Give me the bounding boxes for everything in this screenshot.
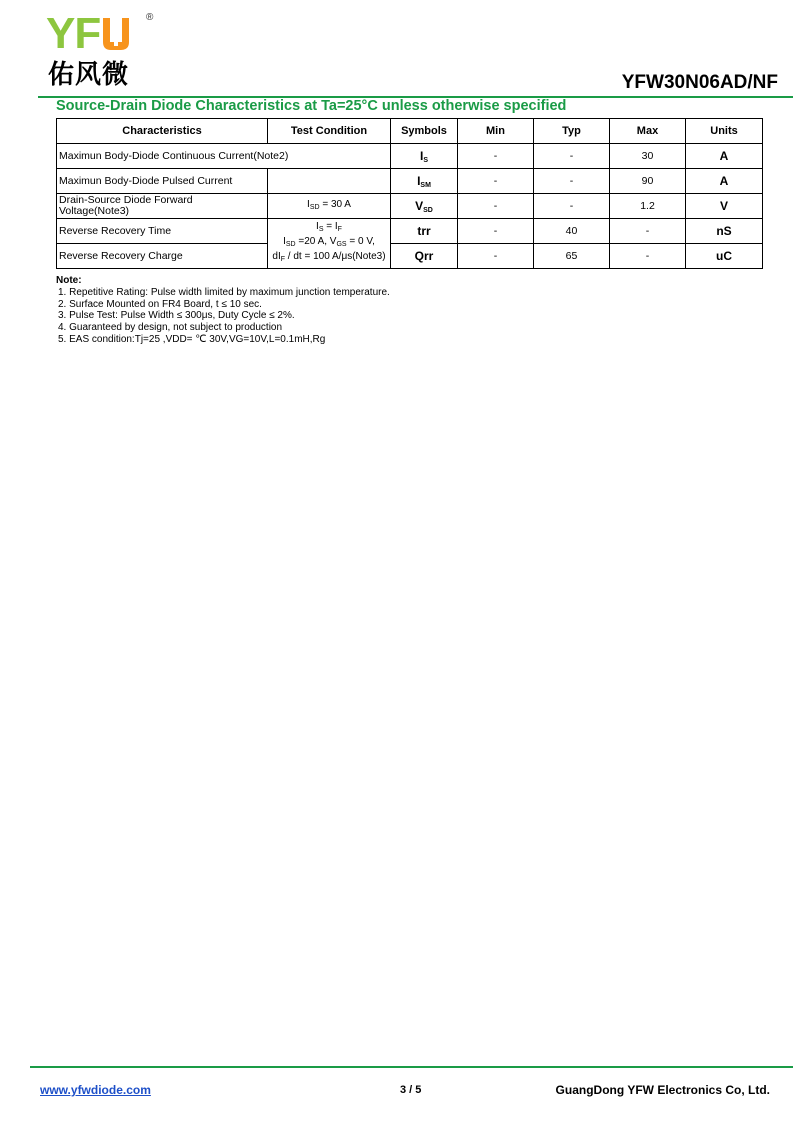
cell-test-condition [268,169,391,194]
cell-min: - [458,144,534,169]
cell-symbol: $V_{SD}$ [391,194,458,219]
cell-unit: nS [686,219,763,244]
cell-min: - [458,244,534,269]
header-typ: Typ [534,119,610,144]
table-row [57,219,763,244]
cell-characteristic: Reverse Recovery Time [57,219,268,244]
cell-typ: 65 [534,244,610,269]
source-drain-diode-table [56,118,763,269]
note-item: 5. EAS condition:Tj=25 ,VDD= ℃ 30V,VG=10V,L=0.1mH,Rg [58,333,326,345]
cell-characteristic: Drain-Source Diode Forward Voltage(Note3) [57,194,268,219]
header-test-condition: Test Condition [268,119,391,144]
header-units: Units [686,119,763,144]
cell-typ: - [534,144,610,169]
cell-typ: - [534,194,610,219]
table-row [57,194,763,219]
cell-typ: - [534,169,610,194]
cell-test-condition: $I_{SD} = 30$ A [268,194,391,219]
note-item: 4. Guaranteed by design, not subject to production [58,322,283,334]
cell-max: 30 [610,144,686,169]
website-link[interactable]: www.yfwdiode.com [40,1083,151,1097]
cell-symbol: Qrr [391,244,458,269]
note-item: 2. Surface Mounted on FR4 Board, t ≤ 10 sec. [58,298,262,310]
note-item: 3. Pulse Test: Pulse Width ≤ 300μs, Duty Cycle ≤ 2%. [58,310,295,322]
cell-typ: 40 [534,219,610,244]
logo-wordmark: YF [46,12,131,56]
header-characteristics: Characteristics [57,119,268,144]
cell-characteristic: Maximun Body-Diode Continuous Current(Note2) [57,144,391,169]
cell-min: - [458,219,534,244]
cell-symbol: trr [391,219,458,244]
notes-title: Note: [56,275,82,286]
cell-max: - [610,244,686,269]
cell-unit: A [686,169,763,194]
notes-block [56,275,390,346]
cell-characteristic: Maximun Body-Diode Pulsed Current [57,169,268,194]
cell-max: 90 [610,169,686,194]
company-name: GuangDong YFW Electronics Co, Ltd. [555,1083,770,1097]
part-number: YFW30N06AD/NF [621,72,778,93]
section-title: Source-Drain Diode Characteristics at Ta=25°C unless otherwise specified [56,98,567,114]
cell-unit: V [686,194,763,219]
table-header-row [57,119,763,144]
cell-min: - [458,194,534,219]
table-row [57,244,763,269]
cell-shared-test-condition: $I_S = I_F$ $I_{SD} =20$ A, $V_{GS} = 0$ V, $dI_F$ / dt = 100 A/μs(Note3) [268,219,391,269]
cell-unit: uC [686,244,763,269]
logo-w-mark [101,18,131,52]
logo-chinese-name: 佑风微 [48,60,130,90]
cell-min: - [458,169,534,194]
header-symbols: Symbols [391,119,458,144]
cell-characteristic: Reverse Recovery Charge [57,244,268,269]
registered-mark: ® [146,12,154,23]
header-max: Max [610,119,686,144]
note-item: 1. Repetitive Rating: Pulse width limited by maximum junction temperature. [58,286,390,298]
cell-unit: A [686,144,763,169]
header-min: Min [458,119,534,144]
footer-divider [30,1066,793,1068]
cell-symbol: $I_{SM}$ [391,169,458,194]
cell-symbol: $I_S$ [391,144,458,169]
table-row [57,144,763,169]
table-row [57,169,763,194]
cell-max: - [610,219,686,244]
company-logo [46,9,166,92]
cell-max: 1.2 [610,194,686,219]
page-number: 3 / 5 [400,1084,422,1096]
